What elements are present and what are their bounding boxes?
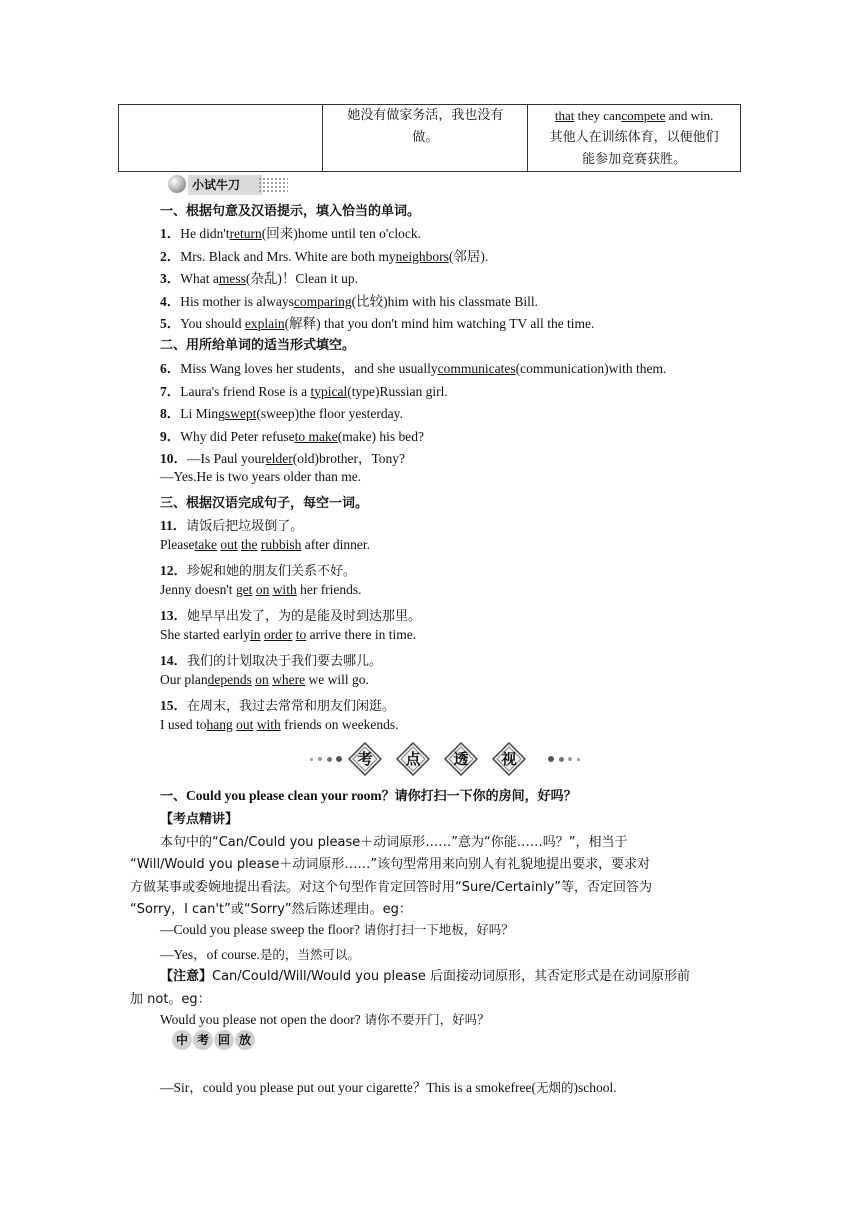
cell-line	[532, 105, 736, 127]
item-text: (old)brother，Tony?	[292, 451, 406, 466]
answer-blank: to make	[294, 428, 338, 444]
item-text: His mother is always	[180, 293, 294, 309]
exercise-item	[160, 245, 488, 265]
paragraph-line: 方做某事或委婉地提出看法。对这个句型作肯定回答时用“Sure/Certainly”等，否定回答为	[130, 880, 653, 895]
question-gloss: 无烟的	[536, 1080, 574, 1095]
cell-line: 做。	[412, 130, 439, 145]
item-number: 4．	[160, 293, 181, 309]
item-number: 10．	[160, 451, 187, 466]
question-text: )school.	[573, 1080, 617, 1095]
answer-blank: the	[241, 536, 258, 552]
item-number: 6．	[160, 361, 181, 376]
kaodian-title	[160, 785, 577, 804]
answer-blank: swept	[224, 406, 257, 421]
item-number: 13．	[160, 608, 187, 623]
badge-label: 小试牛刀	[188, 175, 262, 195]
answer-blank: in	[249, 626, 261, 642]
answer-line: —Yes.He is two years older than me.	[160, 469, 362, 484]
kaodian-banner	[310, 738, 610, 780]
table-cell-chinese	[323, 105, 528, 172]
item-chinese: 请饭后把垃圾倒了。	[186, 519, 304, 534]
dot-decoration	[327, 757, 332, 762]
answer-blank: on	[255, 581, 270, 597]
exercise-item	[160, 222, 421, 242]
example-chinese: 是的，当然可以。	[259, 947, 360, 962]
section-badge	[168, 174, 286, 196]
item-text: (communication)with them.	[515, 361, 667, 376]
item-number: 9．	[160, 428, 181, 444]
answer-blank: mess	[218, 271, 246, 286]
note-text: Can/Could/Will/Would you please 后面接动词原形，其否定形式是在动词原形前	[212, 969, 691, 984]
item-text: He didn't	[180, 226, 230, 241]
item-text: She started early	[160, 626, 250, 642]
exercise-answer	[160, 717, 399, 733]
item-text: (解释) that you don't mind him watching TV all the time.	[284, 316, 595, 331]
exercise-item	[160, 312, 594, 332]
answer-blank: get	[235, 581, 253, 597]
item-number: 1．	[160, 226, 181, 241]
example-english: —Could you please sweep the floor?	[160, 922, 360, 937]
answer-blank: rubbish	[260, 536, 302, 552]
dots-decoration	[258, 177, 288, 193]
item-text: Why did Peter refuse	[180, 428, 295, 444]
item-text: What a	[180, 271, 219, 286]
item-text: (杂乱)！Clean it up.	[245, 271, 358, 286]
exercise-answer	[160, 582, 362, 598]
item-number: 5．	[160, 316, 181, 331]
item-text: after dinner.	[301, 536, 370, 552]
item-text: (make) his bed?	[337, 428, 424, 444]
section-heading: 二、用所给单词的适当形式填空。	[160, 338, 356, 353]
item-text: —Is Paul your	[187, 451, 266, 466]
dot-decoration	[336, 756, 342, 762]
title-chinese: ？请你打扫一下你的房间，好吗？	[381, 789, 577, 804]
exercise-item	[160, 357, 666, 377]
exercise-prompt	[160, 604, 421, 624]
item-text: (比较)him with his classmate Bill.	[351, 293, 538, 309]
paragraph-line: “Will/Would you please＋动词原形……”该句型常用来向别人有礼貌地提出要求，要求对	[130, 857, 651, 872]
answer-blank: neighbors	[395, 248, 449, 264]
table-cell-empty	[119, 105, 323, 172]
banner-char: 视	[501, 750, 517, 768]
badge-char: 中	[172, 1030, 192, 1050]
item-number: 11．	[160, 518, 187, 533]
section-heading: 三、根据汉语完成句子，每空一词。	[160, 496, 369, 511]
item-chinese: 我们的计划取决于我们要去哪儿。	[187, 654, 383, 669]
continuation-table	[118, 104, 741, 172]
item-text: arrive there in time.	[306, 626, 417, 642]
dot-decoration	[548, 756, 554, 762]
cell-line: 能参加竞赛获胜。	[582, 152, 687, 167]
answer-blank: on	[255, 671, 269, 687]
item-text: Miss Wang loves her students，and she usually	[180, 361, 438, 376]
note-line: 加 not。eg：	[130, 992, 211, 1007]
answer-blank: elder	[265, 451, 293, 466]
answer-blank: to	[295, 626, 307, 642]
example-chinese: 请你打扫一下地板，好吗？	[359, 922, 514, 937]
item-text: (sweep)the floor yesterday.	[256, 406, 403, 421]
answer-blank: where	[272, 671, 306, 687]
dot-decoration	[568, 757, 572, 761]
answer-blank: depends	[207, 671, 252, 687]
item-number: 8．	[160, 406, 181, 421]
item-number: 15．	[160, 698, 187, 713]
table-cell-english	[528, 105, 741, 172]
dot-decoration	[577, 758, 580, 761]
answer-blank: with	[256, 716, 281, 732]
exercise-item	[160, 290, 538, 310]
exercise-answer	[160, 537, 370, 553]
exercise-prompt	[160, 559, 356, 579]
example-chinese: 请你不要开门，好吗？	[360, 1012, 490, 1027]
item-chinese: 在周末，我过去常常和朋友们闲逛。	[187, 699, 396, 714]
badge-char: 回	[214, 1030, 234, 1050]
banner-char: 点	[405, 750, 421, 768]
answer-blank: order	[263, 626, 293, 642]
answer-blank: comparing	[293, 293, 352, 309]
exercise-item	[160, 447, 405, 467]
banner-diamond	[396, 742, 430, 776]
answer-blank: hang	[206, 716, 233, 732]
answer-blank: compete	[621, 108, 666, 123]
example-line	[160, 943, 360, 963]
item-text: Li Ming	[180, 406, 225, 421]
exercise-prompt	[160, 694, 395, 714]
item-number: 12．	[160, 563, 187, 578]
item-number: 2．	[160, 248, 181, 264]
item-text: I used to	[160, 716, 207, 732]
dot-decoration	[318, 757, 322, 761]
dot-decoration	[559, 757, 564, 762]
answer-blank: out	[220, 536, 238, 552]
title-number: 一、	[160, 789, 187, 804]
subhead: 【考点精讲】	[160, 812, 239, 827]
cell-line: 其他人在训练体育，以便他们	[549, 130, 719, 145]
item-number: 3．	[160, 271, 181, 286]
note-head: 【注意】	[160, 969, 213, 984]
answer-blank: take	[194, 536, 217, 552]
paragraph-line: 本句中的“Can/Could you please＋动词原形……”意为“你能……吗？”，相当于	[160, 835, 628, 850]
answer-blank: typical	[310, 383, 348, 399]
item-text: her friends.	[296, 581, 362, 597]
item-text: Laura's friend Rose is a	[180, 383, 311, 399]
cell-text: and win.	[665, 108, 714, 123]
exercise-answer	[160, 672, 369, 688]
exercise-answer	[160, 627, 416, 643]
exam-question	[160, 1076, 617, 1096]
title-english: Could you please clean your room	[186, 788, 382, 803]
answer-blank: that	[554, 108, 575, 123]
exercise-item	[160, 402, 403, 422]
question-text: —Sir，could you please put out your cigarette？This is a smokefree(	[160, 1080, 537, 1095]
item-number: 14．	[160, 653, 187, 668]
item-text: (邻居).	[448, 248, 489, 264]
answer-blank: out	[236, 716, 254, 732]
exercise-item	[160, 425, 424, 445]
item-chinese: 珍妮和她的朋友们关系不好。	[187, 564, 357, 579]
item-text: Our plan	[160, 671, 208, 687]
item-number: 7．	[160, 383, 181, 399]
item-text: Jenny doesn't	[160, 581, 236, 597]
item-text: You should	[180, 316, 245, 331]
banner-diamond	[444, 742, 478, 776]
banner-char: 透	[453, 750, 469, 768]
item-text: Please	[160, 536, 195, 552]
exercise-prompt	[160, 649, 382, 669]
paragraph-line: “Sorry，I can't”或“Sorry”然后陈述理由。eg：	[130, 902, 412, 917]
answer-blank: with	[272, 581, 297, 597]
answer-blank: communicates	[437, 361, 516, 376]
badge-char: 考	[193, 1030, 213, 1050]
item-text: friends on weekends.	[280, 716, 399, 732]
banner-diamond	[348, 742, 382, 776]
item-text: (type)Russian girl.	[347, 383, 448, 399]
example-english: —Yes，of course.	[160, 947, 260, 962]
cell-text: they can	[574, 108, 622, 123]
exercise-prompt	[160, 514, 303, 534]
example-line	[160, 1010, 490, 1028]
exercise-item	[160, 380, 448, 400]
exercise-item	[160, 267, 358, 287]
zhongkao-huifang-badge	[172, 1030, 256, 1050]
ball-icon	[168, 175, 186, 193]
example-english: Would you please not open the door?	[160, 1012, 361, 1027]
dot-decoration	[310, 758, 313, 761]
item-text: we will go.	[305, 671, 369, 687]
example-line	[160, 920, 514, 938]
badge-char: 放	[235, 1030, 255, 1050]
cell-line: 她没有做家务活，我也没有	[347, 108, 504, 123]
answer-blank: explain	[244, 316, 285, 331]
answer-blank: return	[229, 226, 262, 241]
item-text: Mrs. Black and Mrs. White are both my	[180, 248, 396, 264]
note-line	[160, 965, 690, 984]
item-chinese: 她早早出发了，为的是能及时到达那里。	[187, 609, 422, 624]
banner-diamond	[492, 742, 526, 776]
item-text: (回来)home until ten o'clock.	[261, 226, 421, 241]
section-heading: 一、根据句意及汉语提示，填入恰当的单词。	[160, 204, 421, 219]
banner-char: 考	[357, 750, 373, 768]
